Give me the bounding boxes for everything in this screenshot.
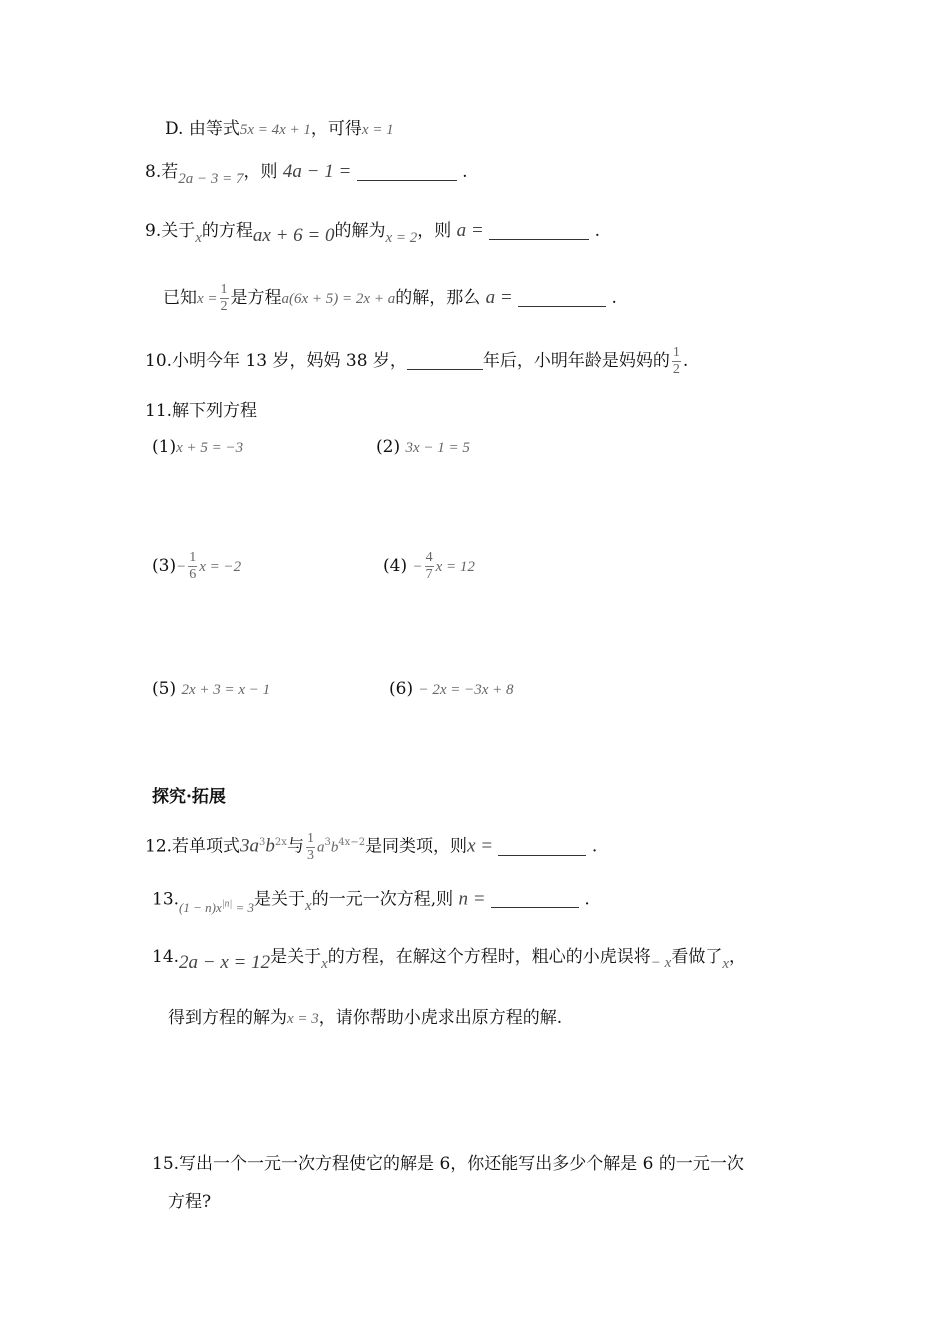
question-11-title: 11.解下列方程: [145, 401, 258, 421]
answer-blank[interactable]: [489, 221, 589, 240]
question-10: 10.小明今年 13 岁，妈妈 38 岁， 年后，小明年龄是妈妈的 $\frac{1}{2}$ .: [145, 345, 689, 377]
problem-1: (1)x + 5 = −3: [152, 437, 244, 457]
equation: 5x = 4x + 1: [239, 122, 311, 138]
fraction: $\frac{1}{3}$: [306, 830, 314, 863]
fraction: $\frac{1}{2}$: [220, 282, 228, 314]
equation: x = 1: [361, 122, 394, 138]
section-heading: 探究·拓展: [152, 787, 226, 807]
fraction: $\frac{1}{6}$: [189, 550, 197, 582]
equation: 3x − 1 = 5: [405, 440, 470, 456]
fraction: $\frac{1}{2}$: [672, 345, 680, 377]
solution: x = 2: [385, 230, 418, 246]
answer-blank[interactable]: [407, 351, 483, 370]
question-14: 14.2a − x = 12是关于x的方程，在解这个方程时，粗心的小虎误将− x看做了x，: [152, 947, 746, 973]
equation: − 2x = −3x + 8: [418, 682, 514, 698]
equation: ax + 6 = 0: [252, 225, 335, 246]
expression: 4a − 1 =: [282, 161, 352, 182]
question-15: 15.写出一个一元一次方程使它的解是 6，你还能写出多少个解是 6 的一元一次: [152, 1154, 744, 1174]
expression: n =: [458, 888, 486, 910]
question-8: 8.若2a − 3 = 7，则 4a − 1 = .: [145, 161, 468, 187]
expression: a =: [485, 287, 513, 308]
answer-blank[interactable]: [498, 837, 586, 856]
question-14-line2: 得到方程的解为x = 3，请你帮助小虎求出原方程的解.: [168, 1008, 563, 1028]
answer-blank[interactable]: [357, 162, 457, 181]
equation: 2x + 3 = x − 1: [181, 682, 271, 698]
equation: a(6x + 5) = 2x + a: [281, 291, 396, 307]
fraction: $\frac{4}{7}$: [425, 550, 433, 582]
problem-4: (4) − $\frac{4}{7}$ x = 12: [383, 550, 475, 582]
equation: x + 5 = −3: [176, 440, 244, 456]
expression: a =: [456, 220, 484, 241]
answer-blank[interactable]: [518, 288, 606, 307]
problem-2: (2) 3x − 1 = 5: [376, 437, 470, 457]
equation: 2a − x = 12: [179, 952, 271, 973]
question-12: 12.若单项式$3a^3b^{2x}$与 $\frac{1}{3}$ $a^3b^{4x-2}$是同类项，则x = .: [145, 830, 598, 863]
problem-3: (3)− $\frac{1}{6}$ x = −2: [152, 550, 242, 582]
question-13: $13._{(1 - n)x^{|n|} = 3}$是关于x的一元一次方程,则 n = .: [152, 888, 590, 916]
problem-5: (5) 2x + 3 = x − 1: [152, 679, 271, 699]
equation: 2a − 3 = 7: [178, 171, 244, 187]
option-d: D. 由等式5x = 4x + 1，可得x = 1: [165, 119, 394, 139]
question-9-extra: 已知x = $\frac{1}{2}$ 是方程a(6x + 5) = 2x + a的解，那么 a = .: [163, 282, 617, 314]
equation: x = 12: [435, 559, 475, 575]
problem-6: (6) − 2x = −3x + 8: [389, 679, 514, 699]
question-9: 9.关于x的方程ax + 6 = 0的解为x = 2，则 a = .: [145, 220, 600, 246]
variable: x: [722, 956, 729, 972]
variable: x: [321, 956, 328, 972]
solution: x = 3: [287, 1011, 319, 1027]
equation: (1 − n)x|n| = 3: [179, 899, 255, 916]
answer-blank[interactable]: [491, 889, 579, 908]
variable: x: [305, 898, 312, 915]
variable: x: [195, 230, 202, 246]
expression: x =: [467, 835, 494, 857]
equation: x = −2: [199, 559, 242, 575]
question-15-line2: 方程?: [168, 1192, 212, 1212]
